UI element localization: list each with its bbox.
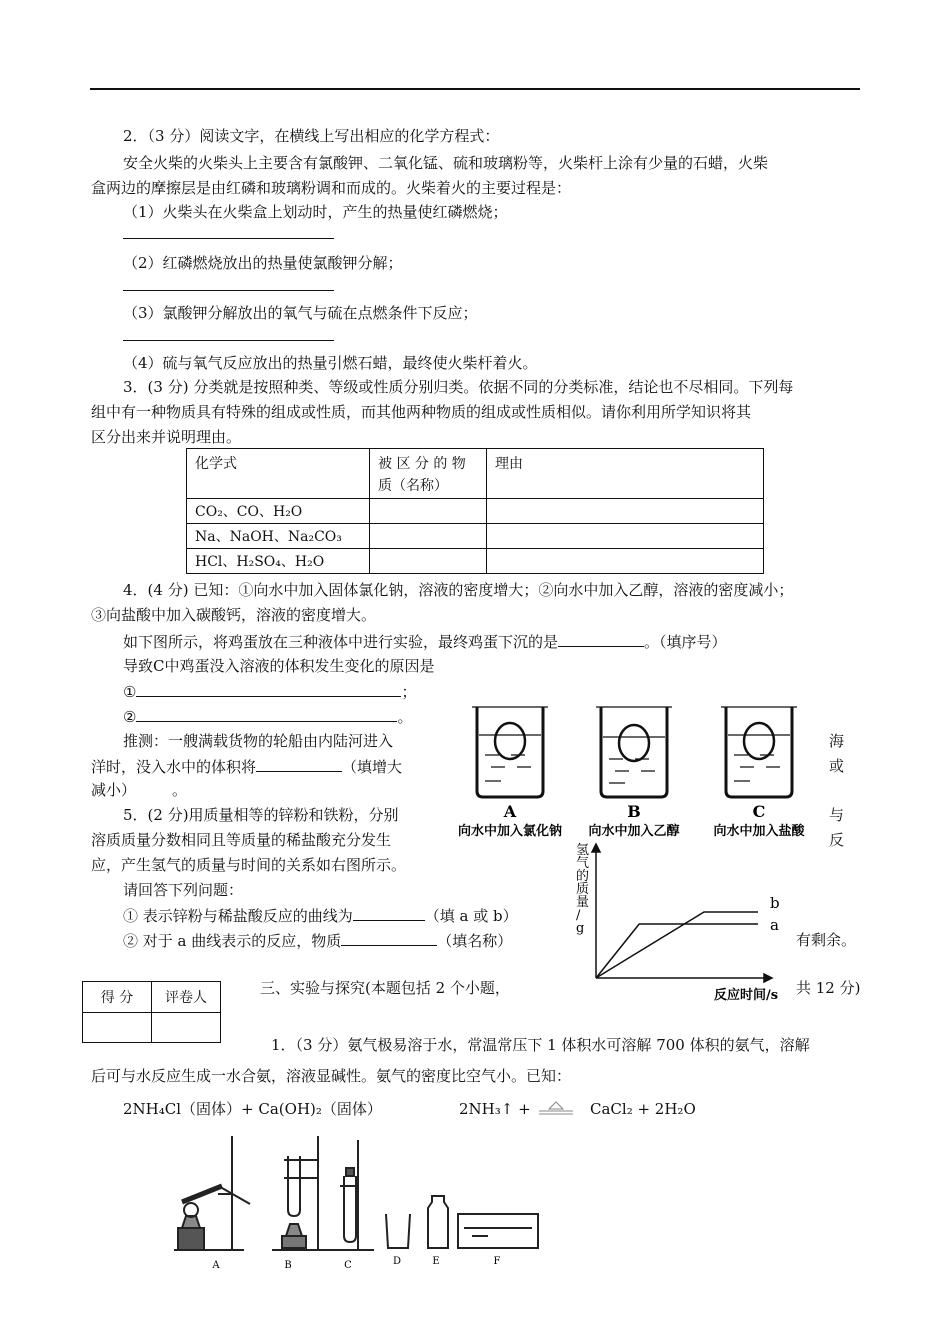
- q4-infer-b: 洋时，没入水中的体积将 （填增大: [91, 758, 403, 776]
- series-line-b: [596, 912, 758, 978]
- section3-title: 三、实验与探究(本题包括 2 个小题，: [260, 979, 510, 997]
- q5-line3: 应，产生氢气的质量与时间的关系如右图所示。: [91, 856, 407, 874]
- formula-cell: Na、NaOH、Na₂CO₃: [187, 524, 370, 549]
- answer-blank-substance[interactable]: [341, 930, 437, 946]
- q4-infer-a-end: 海: [829, 732, 845, 750]
- egg-a-icon: [495, 723, 525, 759]
- apparatus-label: A: [212, 1260, 220, 1270]
- grader-label: 评卷人: [152, 982, 221, 1013]
- table-row: [187, 499, 764, 524]
- q5-line4: 请回答下列问题：: [123, 881, 244, 899]
- q4-infer-a: 推测：一艘满载货物的轮船由内陆河进入: [123, 732, 394, 750]
- table-row: [187, 524, 764, 549]
- y-axis-label: 氢气的质量/ g: [576, 843, 590, 936]
- apparatus-e-icon: [428, 1196, 448, 1248]
- q3-line2: 组中有一种物质具有特殊的组成或性质，而其他两种物质的组成或性质相似。请你利用所学知识将其: [91, 403, 752, 421]
- q3-line3: 区分出来并说明理由。: [91, 428, 242, 446]
- reason-cell[interactable]: [487, 549, 764, 574]
- reason-cell[interactable]: [487, 499, 764, 524]
- apparatus-b-icon: [272, 1136, 334, 1250]
- answer-line-3[interactable]: [123, 340, 334, 341]
- beaker-caption-b: 向水中加入乙醇: [588, 824, 680, 839]
- substance-cell[interactable]: [370, 499, 487, 524]
- formula-cell: CO₂、CO、H₂O: [187, 499, 370, 524]
- q5-line6: ② 对于 a 曲线表示的反应，物质 （填名称）: [123, 932, 513, 950]
- q2-step4: （4）硫与氧气反应放出的热量引燃石蜡，最终使火柴杆着火。: [123, 354, 538, 372]
- heat-condition-icon: [537, 1098, 575, 1118]
- header-formula: 化学式: [187, 449, 370, 499]
- q3-line1: 3．(3 分) 分类就是按照种类、等级或性质分别归类。依据不同的分类标准，结论也不尽相同。下列每: [123, 378, 794, 396]
- header-rule: [90, 88, 860, 90]
- y-axis-arrow-icon: [592, 844, 600, 852]
- s3q1-line1: 1．（3 分）氨气极易溶于水，常温常压下 1 体积水可溶解 700 体积的氨气，溶解: [271, 1036, 810, 1054]
- q5-line2-end: 反: [829, 831, 845, 849]
- table-row: [187, 549, 764, 574]
- reason-cell[interactable]: [487, 524, 764, 549]
- classification-table: [186, 448, 764, 574]
- answer-line-2[interactable]: [123, 290, 334, 291]
- apparatus-label: C: [344, 1260, 352, 1270]
- series-line-a: [596, 924, 758, 978]
- q4-reason1: ① ；: [123, 683, 417, 701]
- equation-left: 2NH₄Cl（固体）+ Ca(OH)₂（固体）: [123, 1100, 382, 1118]
- s3q1-line2: 后可与水反应生成一水合氨，溶液显碱性。氨气的密度比空气小。已知：: [91, 1067, 572, 1085]
- q2-intro-cont: 盒两边的摩擦层是由红磷和玻璃粉调和而成的。火柴着火的主要过程是：: [91, 179, 572, 197]
- apparatus-d-icon: [386, 1214, 410, 1248]
- answer-line-1[interactable]: [123, 238, 334, 239]
- egg-b-icon: [619, 725, 649, 761]
- score-box: [82, 981, 221, 1043]
- q2-title: 2．（3 分）阅读文字，在横线上写出相应的化学方程式：: [123, 127, 500, 145]
- egg-c-icon: [744, 723, 774, 759]
- q5-line2: 溶质质量分数相同且等质量的稀盐酸充分发生: [91, 831, 392, 849]
- section3-total: 共 12 分): [796, 979, 861, 997]
- beaker-caption-c: 向水中加入盐酸: [713, 824, 805, 839]
- q4-infer-b-end: 或: [829, 757, 845, 775]
- grader-cell[interactable]: [152, 1013, 221, 1043]
- q2-step3: （3）氯酸钾分解放出的氧气与硫在点燃条件下反应；: [123, 304, 478, 322]
- substance-cell[interactable]: [370, 524, 487, 549]
- q4-line3: 如下图所示，将鸡蛋放在三种液体中进行实验，最终鸡蛋下沉的是 。（填序号）: [123, 633, 727, 651]
- answer-blank-curve[interactable]: [353, 905, 425, 921]
- beaker-label-b: B: [627, 802, 641, 821]
- equation-mid: 2NH₃↑ +: [459, 1100, 531, 1118]
- header-substance: 被 区 分 的 物 质（名称）: [370, 449, 487, 499]
- q4-line2: ③向盐酸中加入碳酸钙，溶液的密度增大。: [91, 606, 377, 624]
- q4-reason2: ② 。: [123, 708, 413, 726]
- beaker-label-a: A: [503, 802, 517, 821]
- apparatus-label: F: [493, 1256, 501, 1267]
- apparatus-figure: [160, 1128, 550, 1270]
- apparatus-c-icon: [332, 1140, 374, 1250]
- score-cell[interactable]: [83, 1013, 152, 1043]
- apparatus-label: E: [432, 1256, 440, 1267]
- answer-blank-volume[interactable]: [256, 756, 342, 772]
- answer-blank-sink[interactable]: [558, 631, 644, 647]
- apparatus-f-icon: [458, 1214, 538, 1248]
- beaker-a-icon: [477, 707, 543, 797]
- substance-cell[interactable]: [370, 549, 487, 574]
- q4-infer-c: 减小） 。: [91, 781, 188, 799]
- x-axis-arrow-icon: [764, 974, 772, 982]
- hydrogen-chart: [560, 842, 780, 1002]
- beaker-c-icon: [726, 707, 792, 797]
- formula-cell: HCl、H₂SO₄、H₂O: [187, 549, 370, 574]
- beaker-figure: [455, 697, 815, 839]
- x-axis-label: 反应时间/s: [713, 988, 779, 1002]
- score-label: 得 分: [83, 982, 152, 1013]
- answer-blank-reason2[interactable]: [136, 706, 397, 722]
- apparatus-a-icon: [174, 1136, 250, 1250]
- series-label-b: b: [770, 894, 780, 912]
- q5-line1: 5．(2 分)用质量相等的锌粉和铁粉，分别: [123, 806, 399, 824]
- apparatus-label: B: [284, 1260, 292, 1270]
- header-reason: 理由: [487, 449, 764, 499]
- q2-step2: （2）红磷燃烧放出的热量使氯酸钾分解；: [123, 254, 403, 272]
- q4-line4: 导致C中鸡蛋没入溶液的体积发生变化的原因是: [123, 657, 435, 675]
- beaker-caption-a: 向水中加入氯化钠: [457, 824, 563, 839]
- q4-line1: 4．(4 分) 已知：①向水中加入固体氯化钠，溶液的密度增大；②向水中加入乙醇，溶液的密度减小；: [123, 581, 794, 599]
- apparatus-label: D: [392, 1256, 402, 1267]
- equation-right: CaCl₂ + 2H₂O: [590, 1100, 696, 1118]
- answer-blank-reason1[interactable]: [136, 681, 401, 697]
- q2-intro: 安全火柴的火柴头上主要含有氯酸钾、二氧化锰、硫和玻璃粉等，火柴杆上涂有少量的石蜡，火柴: [123, 154, 769, 172]
- series-label-a: a: [770, 916, 779, 934]
- q5-line5: ① 表示锌粉与稀盐酸反应的曲线为 （填 a 或 b）: [123, 907, 518, 925]
- q2-step1: （1）火柴头在火柴盒上划动时，产生的热量使红磷燃烧；: [123, 203, 508, 221]
- q5-line1-end: 与: [829, 806, 845, 824]
- beaker-label-c: C: [752, 802, 766, 821]
- q5-line6-end: 有剩余。: [796, 931, 857, 949]
